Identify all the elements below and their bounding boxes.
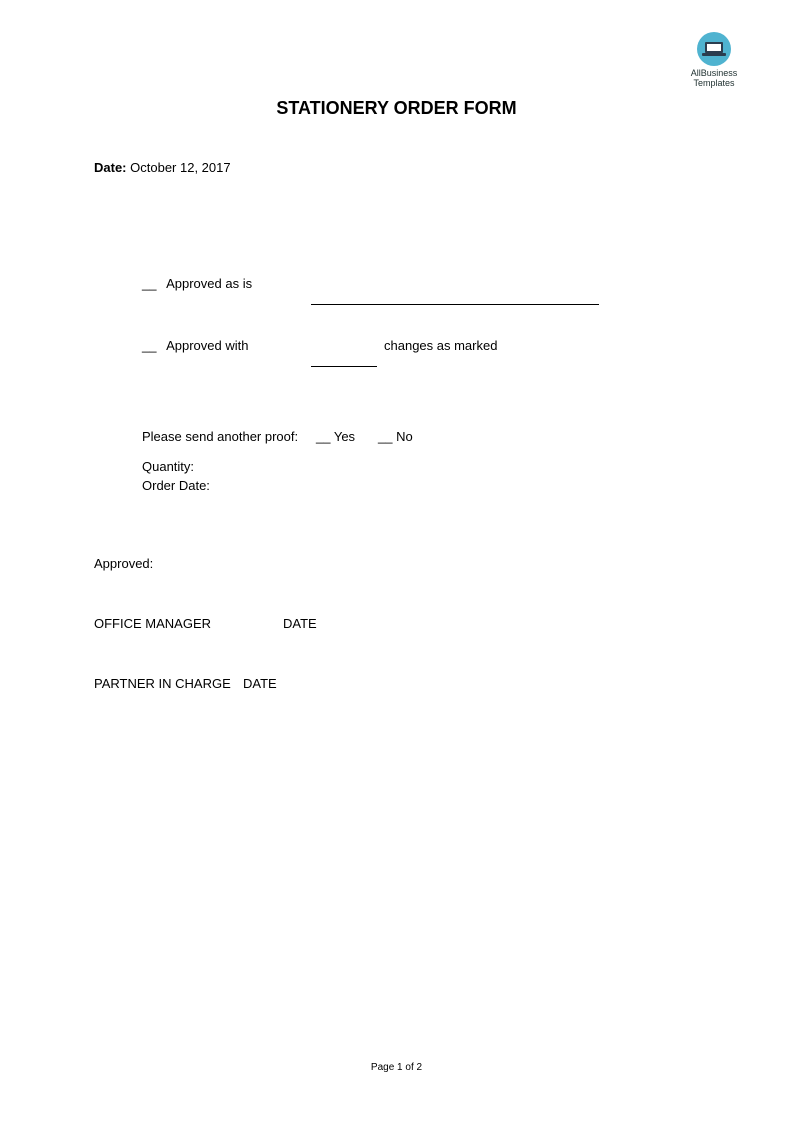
logo-text-line2: Templates xyxy=(693,78,735,88)
approved-as-is-label: Approved as is xyxy=(166,276,253,291)
proof-yes-option[interactable]: __ Yes xyxy=(316,429,356,444)
quantity-label: Quantity: xyxy=(142,459,195,474)
date-value: October 12, 2017 xyxy=(130,160,231,175)
page-title: STATIONERY ORDER FORM xyxy=(276,98,517,118)
office-manager-label: OFFICE MANAGER xyxy=(94,616,212,631)
date-row xyxy=(94,160,231,175)
date-label: Date: xyxy=(94,160,127,175)
approved-with-option[interactable] xyxy=(142,338,248,353)
signature-line[interactable] xyxy=(311,304,599,305)
proof-no-option[interactable]: __ No xyxy=(378,429,413,444)
partner-label: PARTNER IN CHARGE xyxy=(94,676,231,691)
allbusiness-logo xyxy=(682,32,746,88)
approved-label: Approved: xyxy=(94,556,154,571)
changes-blank-line[interactable] xyxy=(311,366,377,367)
order-date-label: Order Date: xyxy=(142,478,210,493)
approved-with-label: Approved with xyxy=(166,338,249,353)
partner-date-label: DATE xyxy=(243,676,277,691)
page-number: Page 1 of 2 xyxy=(370,1062,423,1073)
approved-as-is-blank: __ xyxy=(142,276,157,291)
approved-with-blank: __ xyxy=(142,338,157,353)
approved-as-is-option[interactable] xyxy=(142,276,252,291)
laptop-icon xyxy=(697,32,731,66)
logo-text-line1: AllBusiness xyxy=(690,68,738,78)
proof-label: Please send another proof: xyxy=(142,429,299,444)
changes-as-marked-label: changes as marked xyxy=(384,338,498,353)
office-manager-date-label: DATE xyxy=(283,616,317,631)
